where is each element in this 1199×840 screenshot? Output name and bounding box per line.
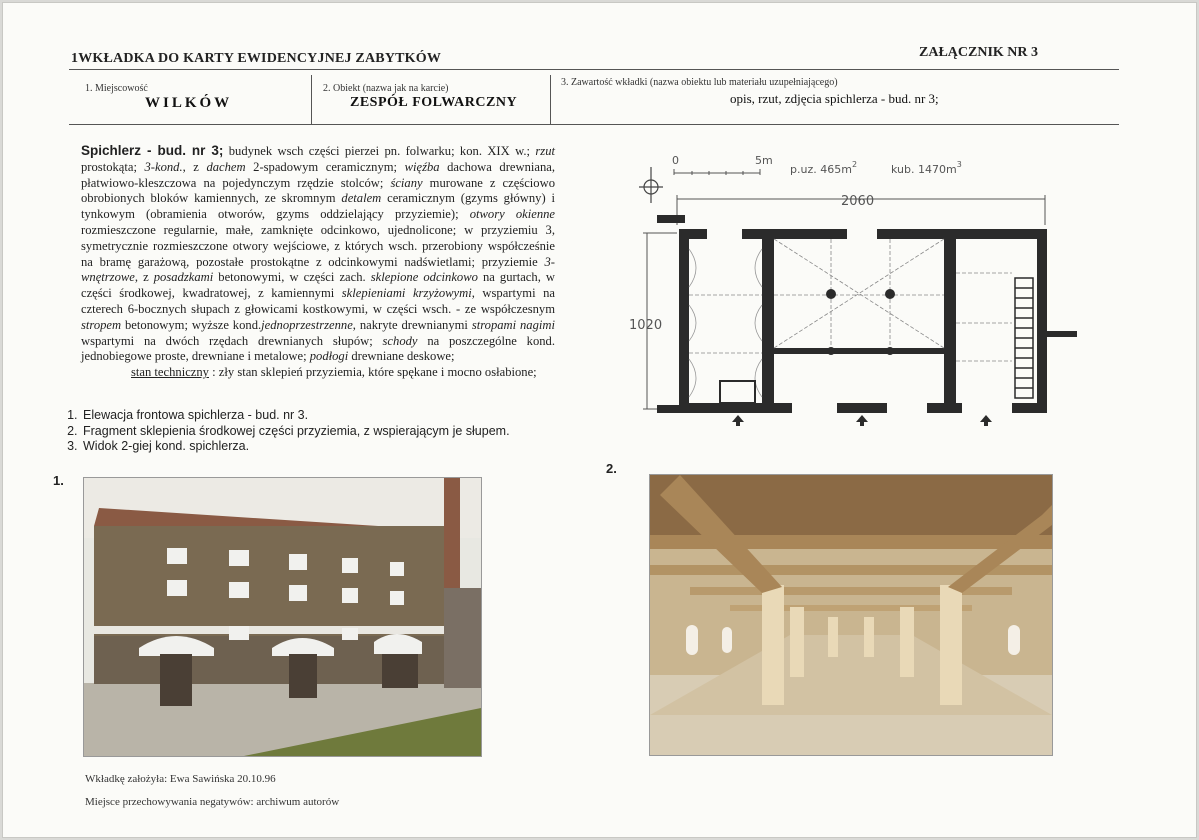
granary-facade-photo [83,477,482,757]
description-fragment: , wspartymi na czterech 6-bocznych słupach z głowicami kostkowymi, w części wsch. - ze współczesnym [81,286,556,316]
description-fragment: budynek wsch części pierzei pn. folwarku; kon. XIX w.; [223,144,536,158]
photo-captions [59,408,510,455]
caption-item: 1. Elewacja frontowa spichlerza - bud. nr 3. [81,408,510,424]
plan-interior [689,239,1012,361]
north-arrow-icon [639,167,663,203]
header-divider-2 [550,75,551,125]
description-fragment: drewniane deskowe; [348,349,455,364]
description-fragment: schody [382,333,418,348]
description-fragment: , z [134,270,154,285]
scale-five: 5m [755,154,773,167]
description-fragment: wspartymi na dwóch rzędach drewnianych słupów; [81,333,383,348]
annex-label: ZAŁĄCZNIK NR 3 [919,45,1039,60]
description-body [81,144,555,363]
description-fragment: dachem [206,159,246,174]
description-fragment: podłogi [309,349,349,364]
description-fragment: otwory okienne [469,207,556,222]
description-fragment: sklepieniami krzyżowymi [341,286,472,301]
granary-interior-photo [649,474,1053,756]
document-sheet [2,2,1197,838]
floor-plan-drawing [607,143,1087,433]
description-fragment: posadzkami [153,270,214,285]
description-fragment: prostokąta; [81,159,145,174]
description-fragment: 3-wnętrzowe [81,254,555,285]
description-fragment: rzut [535,144,555,158]
building-description [81,143,555,381]
description-fragment: więźba [404,159,440,174]
condition-label: stan techniczny [131,365,209,380]
content-label: 3. Zawartość wkładki (nazwa obiektu lub materiału uzupełniającego) [561,77,838,88]
description-fragment: murowane z częściowo obrobionych bloków kamiennych, ze skromnym [81,175,555,206]
description-fragment: 3-kond. [144,159,183,174]
description-fragment: sklepione odcinkowo [370,270,478,285]
object-label: 2. Obiekt (nazwa jak na karcie) [323,83,449,94]
description-fragment: rozmieszczone regularnie, małe, zamknięte odcinkowo, ujednolicone; w przyziemiu 3, symetrycznie rozmieszczone otwory wejściowe, z których wsch. przerobiony współcześnie na bramę garażową, pozostałe prostokątne z odcinkowymi nadświetlami; przyziemie [81,222,555,269]
entrance-arrow-icon [732,415,992,426]
description-fragment: 2-spadowym ceramicznym; [245,159,405,174]
document-title: 1WKŁADKA DO KARTY EWIDENCYJNEJ ZABYTKÓW [71,51,442,66]
description-fragment: na poszczególne kond. jednobiegowe proste, drewniane i metalowe; [81,333,555,364]
scale-bar [674,169,760,175]
description-fragment: , z [182,159,207,174]
condition-line [81,365,555,381]
header-rule-bottom [69,124,1119,125]
description-fragment: na gurtach, w części środkowej, kwadratowej, z kamiennymi [81,270,555,301]
place-label: 1. Miejscowość [85,83,148,94]
description-fragment: betonowymi, w części zach. [213,270,371,285]
place-value: WILKÓW [145,95,233,111]
description-fragment: detalem [341,191,382,206]
header-divider-1 [311,75,312,125]
header-rule-top [69,69,1119,70]
photo-number-1: 1. [53,473,64,488]
description-lead: Spichlerz - bud. nr 3; [81,143,224,158]
description-fragment: stropami nagimi [471,317,555,332]
scale-zero: 0 [672,154,679,167]
description-fragment: dachowa drewniana, płatwiowo-kleszczowa na pojedynczym rzędzie stolców; [81,159,555,190]
area-text: p.uz. $465m^2$ [790,160,858,176]
description-fragment: ściany [390,175,423,190]
description-fragment: stropem [81,317,122,332]
description-fragment: jednoprzestrzenne [261,317,353,332]
volume-text: kub. $1470m^3$ [891,160,962,176]
description-fragment: ceramicznym (gzyms główny) i tynkowym (obramienia otworów, gzyms oddzielający przyziemie); [81,191,555,222]
author-line: Wkładkę założyła: Ewa Sawińska 20.10.96 [85,773,276,785]
content-value: opis, rzut, zdjęcia spichlerza - bud. nr 3; [730,91,939,106]
condition-text: : zły stan sklepień przyziemia, które spękane i mocno osłabione; [208,365,537,380]
caption-item: 2. Fragment sklepienia środkowej części przyziemia, z wspierającym je słupem. [81,424,510,440]
width-dimension: 2060 [841,194,875,209]
caption-item: 3. Widok 2-giej kond. spichlerza. [81,439,510,455]
object-value: ZESPÓŁ FOLWARCZNY [350,95,518,110]
plan-columns [826,289,895,355]
description-fragment: betonowym; wyższe kond. [121,317,262,332]
height-dimension: 1020 [629,318,663,333]
description-fragment: , nakryte drewnianymi [352,317,472,332]
storage-line: Miejsce przechowywania negatywów: archiwum autorów [85,796,340,808]
photo-number-2: 2. [606,461,617,476]
